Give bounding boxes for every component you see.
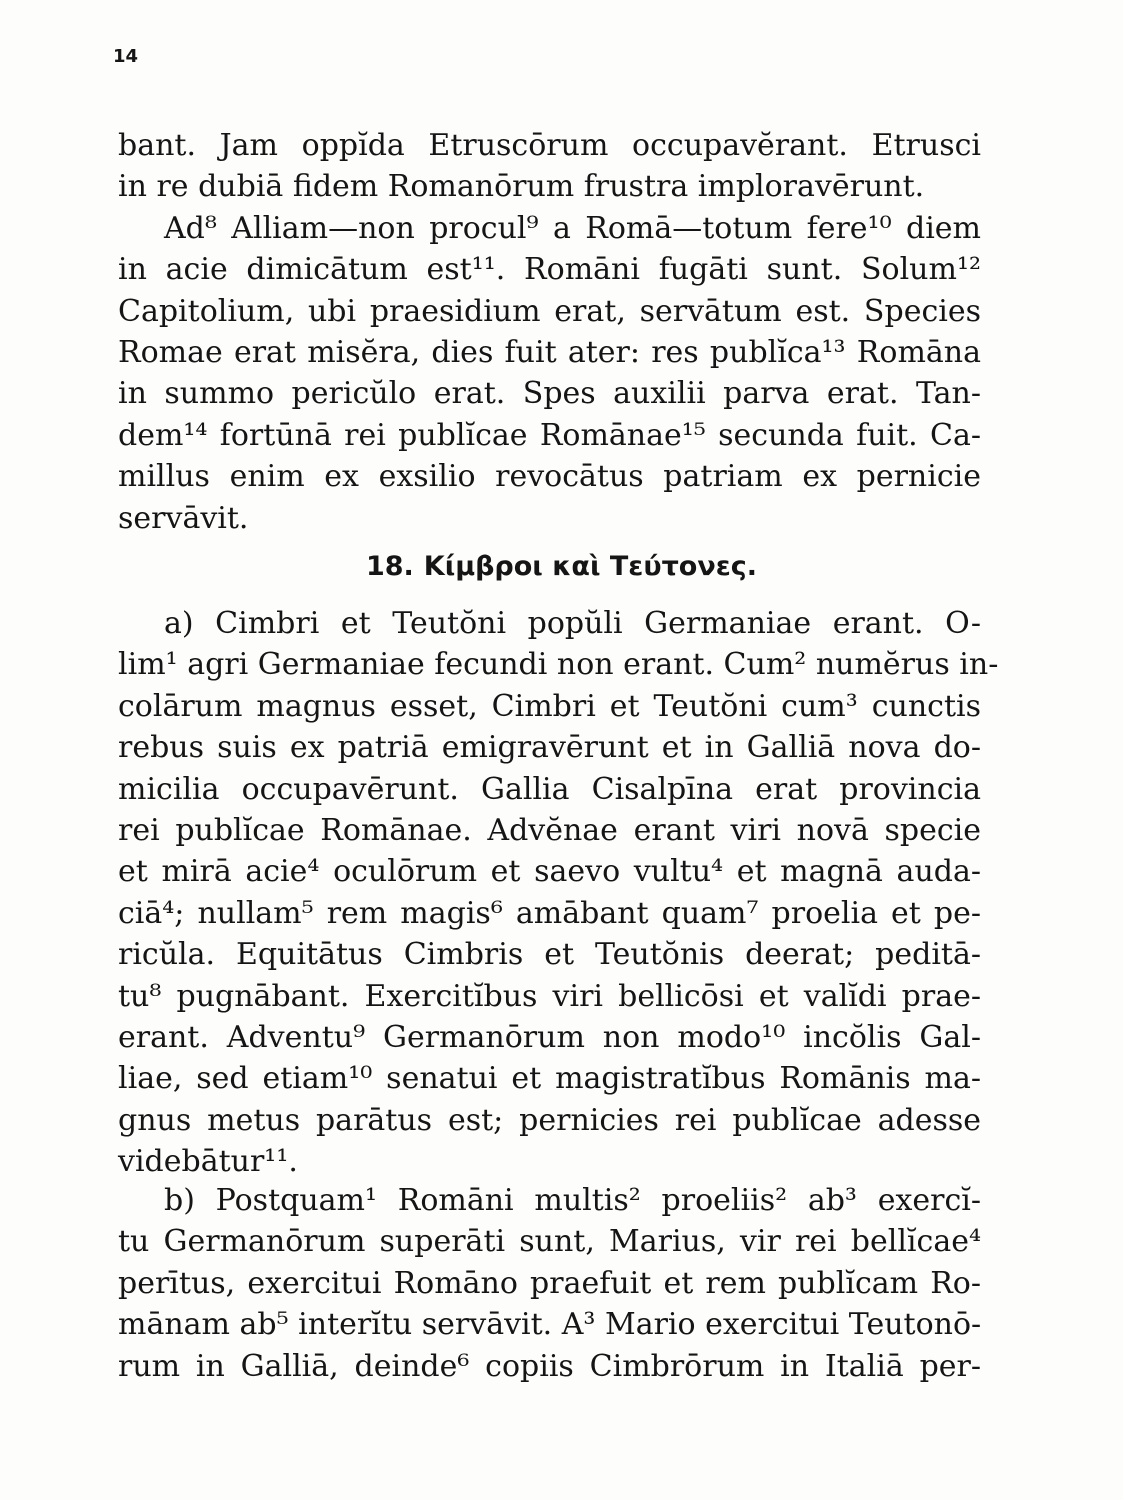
text-line: rei publĭcae Romānae. Advĕnae erant viri novā specie xyxy=(118,812,981,848)
text-line: Ad⁸ Alliam—non procul⁹ a Romā—totum fere¹⁰ diem xyxy=(164,210,981,246)
section-title: Κίμβροι καὶ Τεύτονες. xyxy=(423,551,758,582)
text-line: millus enim ex exsilio revocātus patriam ex pernicie xyxy=(118,459,981,495)
text-line: in re dubiā fidem Romanōrum frustra imploravērunt. xyxy=(118,169,925,205)
text-line: ricŭla. Equitātus Cimbris et Teutŏnis deerat; peditā- xyxy=(118,937,981,973)
text-line: servāvit. xyxy=(118,500,249,536)
section-heading xyxy=(0,549,1123,585)
text-line: tu⁸ pugnābant. Exercitĭbus viri bellicōsi et valĭdi prae- xyxy=(118,978,981,1014)
text-line: erant. Adventu⁹ Germanōrum non modo¹⁰ incŏlis Gal- xyxy=(118,1019,981,1055)
text-line: liae, sed etiam¹⁰ senatui et magistratĭbus Romānis ma- xyxy=(118,1061,981,1097)
text-line: et mirā acie⁴ oculōrum et saevo vultu⁴ et magnā auda- xyxy=(118,854,981,890)
text-line: micilia occupavērunt. Gallia Cisalpīna erat provincia xyxy=(118,771,981,807)
text-line: videbātur¹¹. xyxy=(118,1144,298,1180)
text-line: mānam ab⁵ interĭtu servāvit. A³ Mario exercitui Teutonō- xyxy=(118,1307,982,1343)
text-block-1 xyxy=(118,125,981,539)
text-line: Romae erat misĕra, dies fuit ater: res publĭca¹³ Romāna xyxy=(118,334,981,370)
text-line: rebus suis ex patriā emigravērunt et in Galliā nova do- xyxy=(118,730,981,766)
text-line: a) Cimbri et Teutŏni popŭli Germaniae erant. O- xyxy=(164,606,981,641)
text-line: gnus metus parātus est; pernicies rei publĭcae adesse xyxy=(118,1102,981,1138)
section-number: 18. xyxy=(365,551,414,582)
text-line: rum in Galliā, deinde⁶ copiis Cimbrōrum in Italiā per- xyxy=(118,1348,981,1384)
text-line: ciā⁴; nullam⁵ rem magis⁶ amābant quam⁷ proelia et pe- xyxy=(118,895,981,931)
text-line: perītus, exercitui Romāno praefuit et rem publĭcam Ro- xyxy=(118,1265,981,1301)
text-line: dem¹⁴ fortūnā rei publĭcae Romānae¹⁵ secunda fuit. Ca- xyxy=(118,417,981,453)
text-line: b) Postquam¹ Romāni multis² proeliis² ab³ exercĭ- xyxy=(164,1183,981,1218)
text-block-2 xyxy=(118,603,999,1182)
text-line: bant. Jam oppĭda Etruscōrum occupavĕrant. Etrusci xyxy=(118,128,981,163)
text-line: Capitolium, ubi praesidium erat, servātum est. Species xyxy=(118,293,981,329)
text-line: in acie dimicātum est¹¹. Romāni fugāti sunt. Solum¹² xyxy=(118,252,981,288)
text-line: lim¹ agri Germaniae fecundi non erant. Cum² numĕrus in- xyxy=(118,647,999,683)
text-line: tu Germanōrum superāti sunt, Marius, vir rei bellĭcae⁴ xyxy=(118,1224,981,1260)
text-block-3 xyxy=(118,1180,981,1387)
text-line: colārum magnus esset, Cimbri et Teutŏni cum³ cunctis xyxy=(118,688,981,724)
text-line: in summo pericŭlo erat. Spes auxilii parva erat. Tan- xyxy=(118,376,981,412)
page-number: 14 xyxy=(113,46,139,67)
